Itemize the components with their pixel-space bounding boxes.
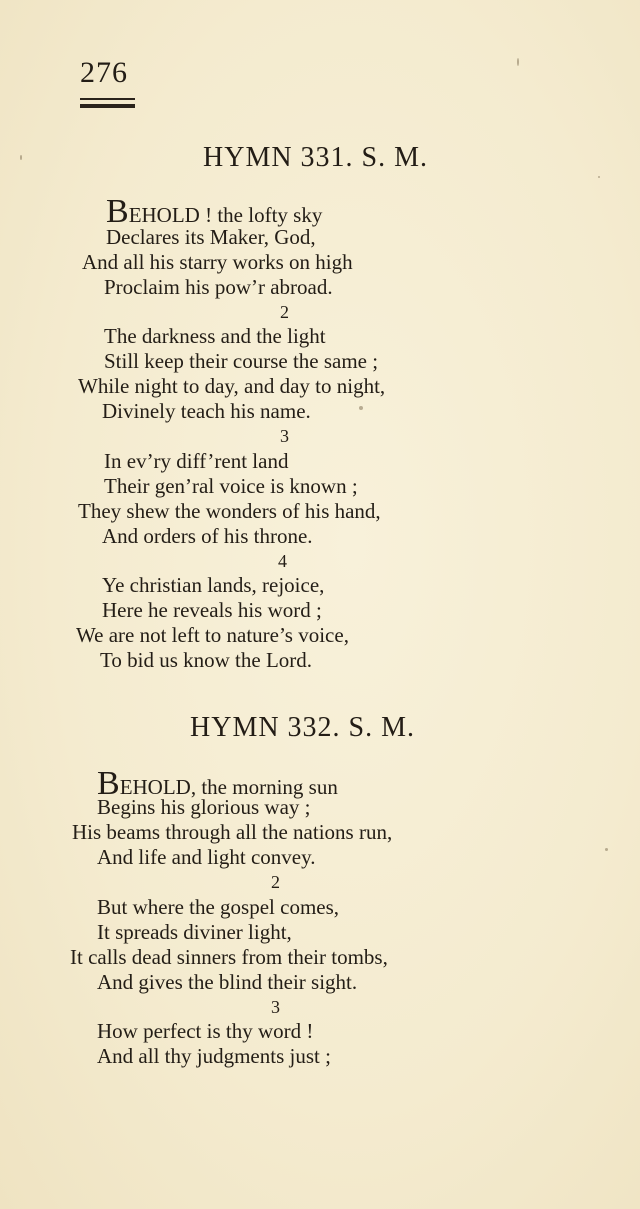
hymn-331-verse-number-2: 2 xyxy=(280,302,289,322)
hymn-331-line-6: Still keep their course the same ; xyxy=(104,349,379,373)
hymn-331-line-3: And all his starry works on high xyxy=(82,250,353,274)
header-rule-thin xyxy=(80,98,135,100)
hymn-331-line-14: Here he reveals his word ; xyxy=(102,598,322,622)
hymn-331-line-5: The darkness and the light xyxy=(104,324,326,348)
hymn-332-line-3: His beams through all the nations run, xyxy=(72,820,393,844)
paper-speck xyxy=(20,155,22,160)
first-line-rest: , the morning sun xyxy=(190,775,338,799)
hymn-332-line-9: How perfect is thy word ! xyxy=(97,1019,314,1043)
hymn-331-line-1 xyxy=(106,193,323,230)
hymn-331-title: HYMN 331. S. M. xyxy=(203,142,429,173)
hymn-332-line-10: And all thy judgments just ; xyxy=(97,1044,331,1068)
header-rule-thick xyxy=(80,104,135,108)
paper-speck xyxy=(605,848,608,851)
hymn-332-line-8: And gives the blind their sight. xyxy=(97,970,358,994)
page-number: 276 xyxy=(80,56,128,89)
hymn-331-line-7: While night to day, and day to night, xyxy=(78,374,386,398)
hymn-331-verse-number-3: 3 xyxy=(280,426,289,446)
hymn-331-line-11: They shew the wonders of his hand, xyxy=(78,499,381,523)
hymn-331-line-8: Divinely teach his name. xyxy=(102,399,311,423)
hymn-332-verse-number-3: 3 xyxy=(271,997,280,1017)
paper-speck xyxy=(598,176,600,178)
hymn-332-line-5: But where the gospel comes, xyxy=(97,895,340,919)
paper-speck xyxy=(517,58,519,66)
hymn-332-title: HYMN 332. S. M. xyxy=(190,712,416,743)
hymn-331-line-4: Proclaim his pow’r abroad. xyxy=(104,275,333,299)
hymn-331-line-13: Ye christian lands, rejoice, xyxy=(102,573,325,597)
first-word-smallcaps: EHOLD xyxy=(119,775,191,799)
hymn-332-line-4: And life and light convey. xyxy=(97,845,316,869)
hymn-331-line-10: Their gen’ral voice is known ; xyxy=(104,474,358,498)
hymn-332-line-2: Begins his glorious way ; xyxy=(97,795,311,819)
hymn-332-verse-number-2: 2 xyxy=(271,872,280,892)
first-word-smallcaps: EHOLD xyxy=(128,203,200,227)
hymn-331-line-15: We are not left to nature’s voice, xyxy=(76,623,349,647)
drop-capital: B xyxy=(97,765,120,802)
paper-speck xyxy=(359,406,363,410)
hymn-331-line-2: Declares its Maker, God, xyxy=(106,225,316,249)
drop-capital: B xyxy=(106,193,129,230)
hymn-331-verse-number-4: 4 xyxy=(278,551,287,571)
hymn-331-line-9: In ev’ry diff’rent land xyxy=(104,449,289,473)
hymn-332-line-6: It spreads diviner light, xyxy=(97,920,292,944)
hymn-332-line-1 xyxy=(97,765,338,802)
first-line-rest: ! the lofty sky xyxy=(199,203,323,227)
hymn-331-line-16: To bid us know the Lord. xyxy=(100,648,313,672)
hymn-332-line-7: It calls dead sinners from their tombs, xyxy=(70,945,388,969)
hymn-331-line-12: And orders of his throne. xyxy=(102,524,313,548)
